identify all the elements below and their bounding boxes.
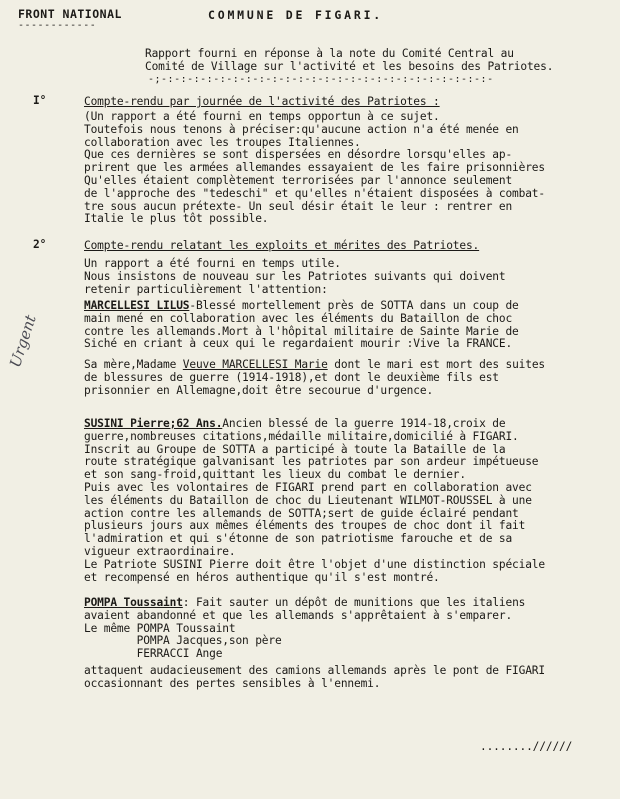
body-line: (Un rapport a été fourni en temps opportun à ce sujet. — [84, 110, 440, 123]
pompa-closing — [84, 665, 545, 691]
body-line: POMPA Jacques,son père — [84, 634, 282, 648]
body-line: Toutefois nous tenons à préciser:qu'aucune action n'a été menée en — [84, 122, 519, 136]
section-1-title: Compte-rendu par journée de l'activité des Patriotes : — [84, 95, 440, 108]
body-line: et recompensé en héros authentique qu'il s'est montré. — [84, 570, 440, 584]
body-line: de blessures de guerre (1914-1918),et dont le deuxième fils est — [84, 370, 499, 384]
patriot-name: POMPA Toussaint — [84, 596, 183, 609]
body-line: de l'approche des "tedeschi" et qu'elles n'étaient disposées à combat- — [84, 186, 545, 200]
intro-line: Rapport fourni en réponse à la note du Comité Central au — [145, 47, 514, 60]
body-line: Nous insistons de nouveau sur les Patriotes suivants qui doivent — [84, 269, 506, 283]
patriot-mother — [84, 359, 545, 397]
section-2-number: 2° — [33, 238, 47, 251]
body-line: Italie le plus tôt possible. — [84, 212, 269, 226]
patriot-name: Veuve MARCELLESI Marie — [182, 358, 328, 371]
body-line: guerre,nombreuses citations,médaille militaire,domicilié à FIGARI. — [84, 429, 519, 443]
intro-separator: -;-:-:-:-:-:-:-:-:-:-:-:-:-:-:-:-:-:-:-:-:-:-:-:-:-:- — [148, 73, 494, 85]
section-2-title: Compte-rendu relatant les exploits et mérites des Patriotes. — [84, 239, 480, 252]
patriot-name: MARCELLESI LILUS — [84, 299, 190, 312]
footer-trail: ........////// — [480, 740, 573, 753]
section-2-intro — [84, 258, 505, 296]
patriot-pompa — [84, 597, 525, 661]
body-line: Que ces dernières se sont dispersées en désordre lorsqu'elles ap- — [84, 148, 513, 162]
body-line: et son sang-froid,quittant les lieux du combat le dernier. — [84, 468, 466, 482]
body-line: avaient abandonné et que les allemands s'apprêtaient à s'emparer. — [84, 608, 513, 622]
intro-line: Comité de Village sur l'activité et les besoins des Patriotes. — [145, 59, 554, 73]
intro-block — [145, 48, 553, 86]
patriot-susini — [84, 418, 545, 584]
body-line: Le même POMPA Toussaint — [84, 621, 236, 635]
body-line: collaboration avec les troupes Italiennes. — [84, 135, 361, 149]
body-line: Inscrit au Groupe de SOTTA a participé à toute la Bataille de la — [84, 442, 506, 456]
body-line: occasionnant des pertes sensibles à l'ennemi. — [84, 676, 381, 690]
body-line: les éléments du Bataillon de choc du Lieutenant WILMOT-ROUSSEL à une — [84, 493, 532, 507]
body-line: Ancien blessé de la guerre 1914-18,croix de — [222, 417, 506, 430]
body-line: attaquent audacieusement des camions allemands après le pont de FIGARI — [84, 664, 545, 677]
patriot-name: SUSINI Pierre;62 Ans. — [84, 417, 223, 430]
organization-name: FRONT NATIONAL — [18, 7, 122, 21]
commune-title: COMMUNE DE FIGARI. — [208, 8, 384, 22]
body-line: -Blessé mortellement près de SOTTA dans un coup de — [189, 299, 519, 312]
body-line: plusieurs jours aux mêmes éléments des troupes de choc dont il fait — [84, 519, 526, 533]
body-line: retenir particulièrement l'attention: — [84, 282, 328, 296]
body-line: contre les allemands.Mort à l'hôpital militaire de Sainte Marie de — [84, 324, 519, 338]
margin-note: Urgent — [6, 312, 40, 370]
body-line: Un rapport a été fourni en temps utile. — [84, 257, 341, 270]
body-line: l'admiration et qui s'étonne de son patriotisme farouche et de sa — [84, 532, 513, 546]
body-line: Sa mère,Madame — [84, 358, 183, 371]
body-line: Puis avec les volontaires de FIGARI prend part en collaboration avec — [84, 480, 532, 494]
body-line: action contre les allemands de SOTTA;sert de guide éclairé pendant — [84, 506, 519, 520]
body-line: main mené en collaboration avec les éléments du Bataillon de choc — [84, 311, 513, 325]
section-1-body — [84, 111, 545, 226]
body-line: dont le mari est mort des suites — [327, 358, 546, 371]
body-line: vigueur extraordinaire. — [84, 544, 236, 558]
body-line: route stratégique galvanisant les patriotes par son ardeur impétueuse — [84, 455, 539, 469]
section-1-number: I° — [33, 94, 47, 107]
body-line: prirent que les armées allemandes essayaient de les faire prisonnières — [84, 161, 545, 175]
body-line: Siché en criant à ceux qui le regardaient mourir :Vive la FRANCE. — [84, 337, 513, 351]
body-line: prisonnier en Allemagne,doit être secourue d'urgence. — [84, 383, 434, 397]
header-rule: ------------ — [18, 20, 97, 31]
body-line: Le Patriote SUSINI Pierre doit être l'objet d'une distinction spéciale — [84, 557, 545, 571]
body-line: Qu'elles étaient complètement terrorisées par l'annonce seulement — [84, 173, 513, 187]
body-line: FERRACCI Ange — [84, 647, 223, 661]
patriot-marcellesi — [84, 300, 519, 351]
body-line: : Fait sauter un dépôt de munitions que les italiens — [182, 596, 526, 609]
body-line: tre sous aucun prétexte- Un seul désir était le leur : rentrer en — [84, 199, 513, 213]
